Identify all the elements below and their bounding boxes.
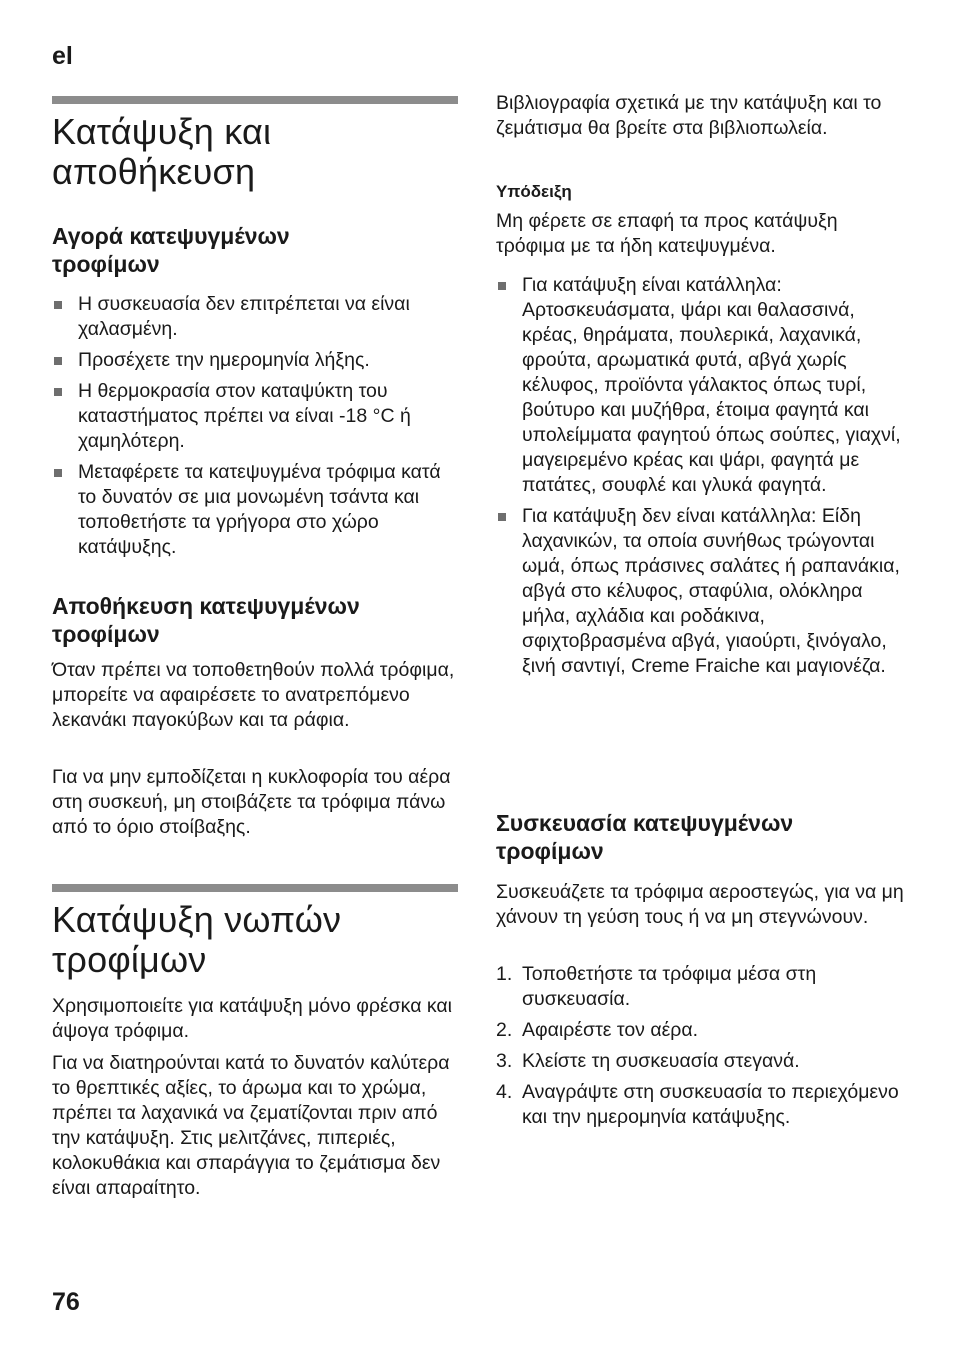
title-line: τροφίμων bbox=[52, 621, 160, 647]
list-item bbox=[496, 962, 908, 1012]
step-text: Αναγράψτε στη συσκευασία το περιεχόμενο και την ημερομηνία κατάψυξης. bbox=[522, 1081, 899, 1128]
bullet-square-icon bbox=[498, 513, 506, 521]
title-line: τροφίμων bbox=[496, 838, 604, 864]
literature-paragraph: Βιβλιογραφία σχετικά με την κατάψυξη και το ζεμάτισμα θα βρείτε στα βιβλιοπωλεία. bbox=[496, 92, 882, 139]
section-title-freezing-storage bbox=[52, 112, 460, 192]
page-number: 76 bbox=[52, 1288, 80, 1316]
section-divider bbox=[52, 884, 458, 892]
subsection-title-storing bbox=[52, 592, 460, 648]
packaging-intro: Συσκευάζετε τα τρόφιμα αεροστεγώς, για να μη χάνουν τη γεύση τους ή να μη στεγνώνουν. bbox=[496, 881, 904, 928]
title-line: Κατάψυξη και bbox=[52, 111, 272, 152]
step-text: Κλείστε τη συσκευασία στεγανά. bbox=[522, 1050, 800, 1072]
title-line: αποθήκευση bbox=[52, 151, 256, 192]
suitability-bullet-list bbox=[496, 273, 908, 685]
list-item: Μεταφέρετε τα κατεψυγμένα τρόφιμα κατά το δυνατόν σε μια μονωμένη τσάντα και τοποθετήστε τα γρήγορα στο χώρο κατάψυξης. bbox=[52, 460, 460, 560]
title-line: τροφίμων bbox=[52, 251, 160, 277]
step-number: 4. bbox=[496, 1081, 513, 1103]
title-line: Αγορά κατεψυγμένων bbox=[52, 223, 290, 249]
buying-bullet-list bbox=[52, 292, 460, 566]
list-item bbox=[496, 1049, 908, 1074]
bullet-square-icon bbox=[54, 301, 62, 309]
step-number: 1. bbox=[496, 963, 513, 985]
step-number: 2. bbox=[496, 1019, 513, 1041]
storing-paragraph-2: Για να μην εμποδίζεται η κυκλοφορία του αέρα στη συσκευή, μη στοιβάζετε τα τρόφιμα πάνω από το όριο στοίβαξης. bbox=[52, 766, 451, 838]
note-text: Μη φέρετε σε επαφή τα προς κατάψυξη τρόφιμα με τα ήδη κατεψυγμένα. bbox=[496, 210, 838, 257]
title-line: Κατάψυξη νωπών bbox=[52, 899, 342, 940]
language-code: el bbox=[52, 42, 73, 70]
section-title-freezing-fresh bbox=[52, 900, 460, 980]
bullet-square-icon bbox=[54, 357, 62, 365]
storing-paragraph-1: Όταν πρέπει να τοποθετηθούν πολλά τρόφιμα, μπορείτε να αφαιρέσετε το ανατρεπόμενο λεκανάκι παγοκύβων και τα ράφια. bbox=[52, 659, 455, 731]
packaging-steps-list bbox=[496, 962, 908, 1136]
list-item: Η συσκευασία δεν επιτρέπεται να είναι χαλασμένη. bbox=[52, 292, 460, 342]
fresh-paragraph-2: Για να διατηρούνται κατά το δυνατόν καλύτερα το θρεπτικές αξίες, το άρωμα και το χρώμα, πρέπει τα λαχανικά να ζεματίζονται πριν από την κατάψυξη. Στις μελιτζάνες, πιπεριές, κολοκυθάκια και σπαράγγια το ζεμάτισμα δεν είναι απαραίτητο. bbox=[52, 1052, 450, 1199]
fresh-paragraph-1: Χρησιμοποιείτε για κατάψυξη μόνο φρέσκα και άψογα τρόφιμα. bbox=[52, 995, 453, 1042]
list-item: Προσέχετε την ημερομηνία λήξης. bbox=[52, 348, 460, 373]
title-line: Συσκευασία κατεψυγμένων bbox=[496, 810, 794, 836]
bullet-square-icon bbox=[54, 388, 62, 396]
title-line: Αποθήκευση κατεψυγμένων bbox=[52, 593, 360, 619]
title-line: τροφίμων bbox=[52, 939, 207, 980]
bullet-square-icon bbox=[498, 282, 506, 290]
list-item: Για κατάψυξη δεν είναι κατάλληλα: Είδη λαχανικών, τα οποία συνήθως τρώγονται ωμά, όπως πράσινες σαλάτες ή ραπανάκια, αβγά στο κέλυφος, σταφύλια, ολόκληρα μήλα, αχλάδια και ροδάκινα, σφιχτοβρασμένα αβγά, γιαούρτι, ξινόγαλο, ξινή σαντιγί, Creme Fraiche και μαγιονέζα. bbox=[496, 504, 908, 679]
subsection-title-buying bbox=[52, 222, 460, 278]
list-item bbox=[496, 1018, 908, 1043]
list-item: Για κατάψυξη είναι κατάλληλα: Αρτοσκευάσματα, ψάρι και θαλασσινά, κρέας, θηράματα, πουλερικά, λαχανικά, φρούτα, αρωματικά φυτά, αβγά χωρίς κέλυφος, προϊόντα γάλακτος όπως τυρί, βούτυρο και μυζήθρα, έτοιμα φαγητά και υπολείμματα φαγητού όπως σούπες, γιαχνί, μαγειρεμένο κρέας και ψάρι, φαγητά με πατάτες, σουφλέ και γλυκά φαγητά. bbox=[496, 273, 908, 498]
step-text: Αφαιρέστε τον αέρα. bbox=[522, 1019, 699, 1041]
list-item bbox=[496, 1080, 908, 1130]
list-item: Η θερμοκρασία στον καταψύκτη του καταστήματος πρέπει να είναι -18 °C ή χαμηλότερη. bbox=[52, 379, 460, 454]
section-divider bbox=[52, 96, 458, 104]
step-number: 3. bbox=[496, 1050, 513, 1072]
note-title: Υπόδειξη bbox=[496, 182, 572, 201]
bullet-square-icon bbox=[54, 469, 62, 477]
step-text: Τοποθετήστε τα τρόφιμα μέσα στη συσκευασία. bbox=[522, 963, 817, 1010]
subsection-title-packaging bbox=[496, 809, 908, 865]
